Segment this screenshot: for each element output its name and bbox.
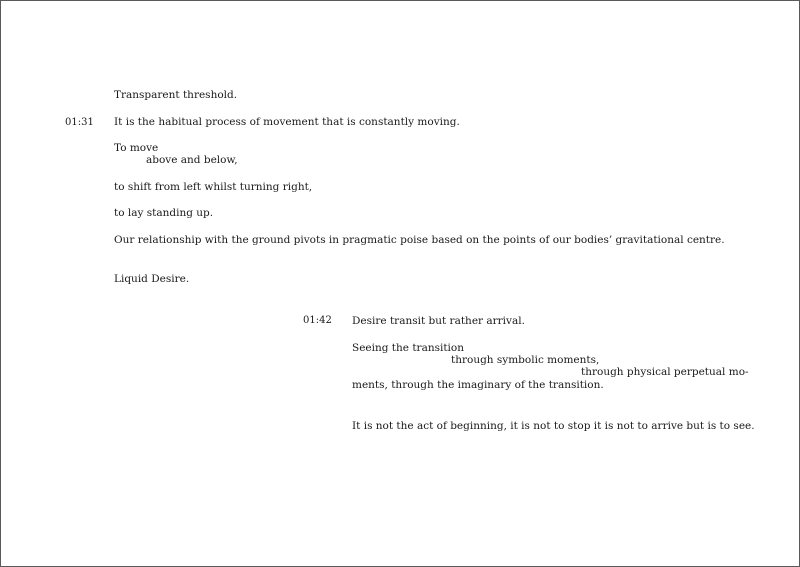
heading-transparent-threshold: Transparent threshold. (114, 89, 238, 101)
line-to-move: To move (114, 142, 159, 154)
line-lay-standing: to lay standing up. (114, 207, 214, 219)
line-shift-left: to shift from left whilst turning right, (114, 181, 313, 193)
line-not-the-act: It is not the act of beginning, it is not to stop it is not to arrive but is to see. (352, 420, 755, 432)
line-seeing-transition: Seeing the transition (352, 342, 465, 354)
timestamp-0142: 01:42 (303, 315, 332, 326)
line-desire-transit: Desire transit but rather arrival. (352, 315, 525, 327)
line-habitual-process: It is the habitual process of movement that is constantly moving. (114, 116, 460, 128)
line-ground-relationship: Our relationship with the ground pivots in pragmatic poise based on the points of our bodies’ gravitational centre. (114, 234, 725, 246)
line-symbolic-moments: through symbolic moments, (451, 354, 600, 366)
line-above-below: above and below, (146, 154, 238, 166)
line-physical-perpetual: through physical perpetual mo- (581, 366, 749, 378)
line-imaginary-transition: ments, through the imaginary of the transition. (352, 379, 604, 391)
line-liquid-desire: Liquid Desire. (114, 273, 190, 285)
timestamp-0131: 01:31 (65, 117, 94, 128)
